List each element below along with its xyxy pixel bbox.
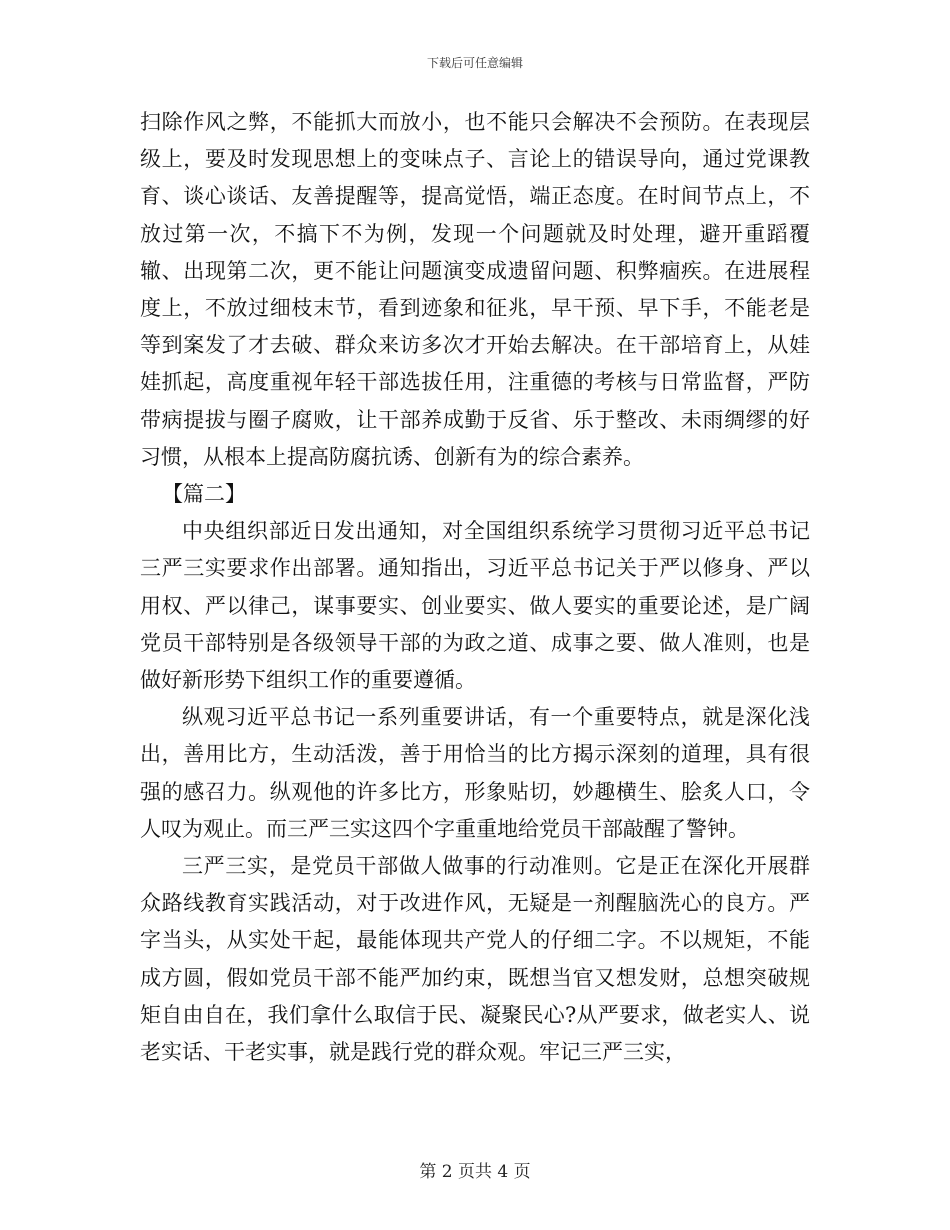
paragraph-3: 纵观习近平总书记一系列重要讲话，有一个重要特点，就是深化浅出，善用比方，生动活泼，善于用恰当的比方揭示深刻的道理，具有很强的感召力。纵观他的许多比方，形象贴切，妙趣横生、脍炙人口，令人叹为观止。而三严三实这四个字重重地给党员干部敲醒了警钟。	[140, 705, 810, 841]
page-header: 下载后可任意编辑	[426, 56, 523, 70]
page-footer: 第 2 页共 4 页	[419, 1162, 531, 1182]
section-heading: 【篇二】	[162, 482, 246, 507]
paragraph-1: 扫除作风之弊，不能抓大而放小，也不能只会解决不会预防。在表现层级上，要及时发现思想上的变味点子、言论上的错误导向，通过党课教育、谈心谈话、友善提醒等，提高觉悟，端正态度。在时间节点上，不放过第一次，不搞下不为例，发现一个问题就及时处理，避开重蹈覆辙、出现第二次，更不能让问题演变成遗留问题、积弊痼疾。在进展程度上，不放过细枝末节，看到迹象和征兆，早干预、早下手，不能老是等到案发了才去破、群众来访多次才开始去解决。在干部培育上，从娃娃抓起，高度重视年轻干部选拔任用，注重德的考核与日常监督，严防带病提拔与圈子腐败，让干部养成勤于反省、乐于整改、未雨绸缪的好习惯，从根本上提高防腐抗诱、创新有为的综合素养。	[140, 110, 810, 469]
document-body	[140, 104, 810, 1071]
paragraph-4: 三严三实，是党员干部做人做事的行动准则。它是正在深化开展群众路线教育实践活动，对于改进作风，无疑是一剂醒脑洗心的良方。严字当头，从实处干起，最能体现共产党人的仔细二字。不以规矩，不能成方圆，假如党员干部不能严加约束，既想当官又想发财，总想突破规矩自由自在，我们拿什么取信于民、凝聚民心?从严要求，做老实人、说老实话、干老实事，就是践行党的群众观。牢记三严三实，	[140, 854, 810, 1065]
paragraph-2: 中央组织部近日发出通知，对全国组织系统学习贯彻习近平总书记三严三实要求作出部署。通知指出，习近平总书记关于严以修身、严以用权、严以律己，谋事要实、创业要实、做人要实的重要论述，是广阔党员干部特别是各级领导干部的为政之道、成事之要、做人准则，也是做好新形势下组织工作的重要遵循。	[140, 519, 810, 693]
